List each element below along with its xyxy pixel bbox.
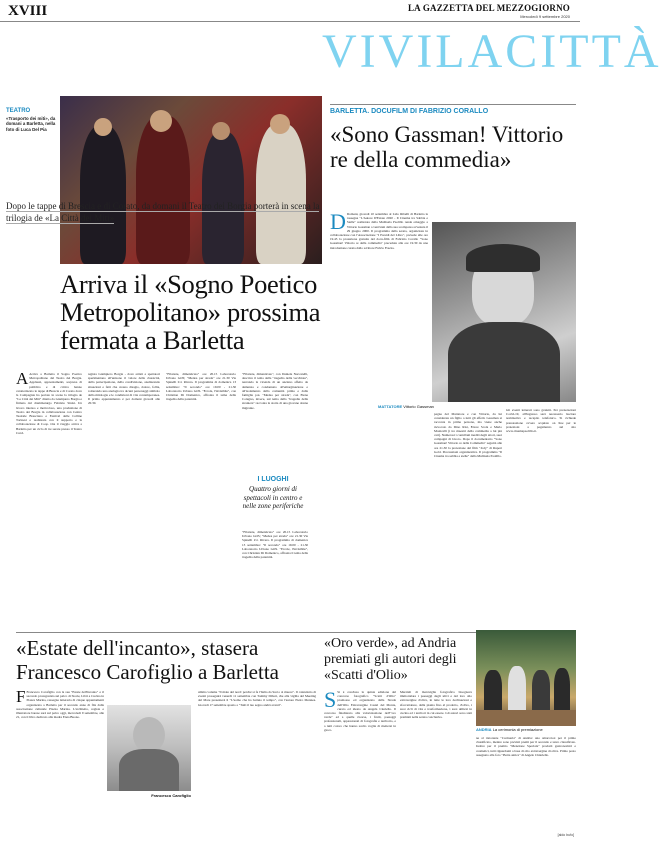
gassman-dropcap: D [330,209,346,234]
oroverde-col-2: Marziali di maraviglia fotografica bisognava immortalare i paesaggi degli ulivi e del loro olio extravergine d'oliva, in tutte le loro declinazioni e sfaccettature, dalla pianta fino al prodotto, d'olivo, i suoi cicli di vita e trasformazione, i suoi utilizzi in cucina ed i territori in cui essere. Gli autori sono stati premiati nella serata conclusiva. [400,690,472,720]
pull-quote-body: Quattro giorni di spettacoli in centro e nelle zone periferiche [242,485,304,510]
carofiglio-col-2: ultima volume "Il male del nord: perché si fa l'Italia da Sud o si muore". Il calendario di eventi proseguirà venerdì 11 settembre con Tommy Dibari, che alla vigilia del Meeting del Mare presenterà il "L'uomo che ha battuto il tempo", con l'autore Pietro Mennea. Giovedì 17 settembre spazio a "Tutti il tuo segno andrà avanti". [198,690,316,707]
teatro-pull-quote [238,476,308,526]
gassman-col-3: Gli eventi letterari sono gratuiti. Per prenotazioni Covid-19, all'ingresso sarà necessario lasciare nominativo e recapito telefonico. Si richiede prenotazione ovvero acquisto on line per le proiezioni a pagamento sul sito www.cinemapaolillo.it. [506,408,576,434]
gassman-col-1: D Domani, giovedì 10 settembre al Lido Ribelli di Barletta la rassegna "L'Autore D'Estate 2020 - Il Cinema tra Sabbia e Stelle" realizzata dalla Multisala Paolillo rende omaggio a Vittorio Gassman a vent'anni dalla sua scomparsa avvenuta il 29 giugno 2000. Il programma della serata, organizzata in collaborazione con l'Associazione "I Presidi del Libro", prevede alle ore 19.45 la proiezione gratuita del docu-film di Fabrizio Corallo "Sono Gassman! Vittorio re della commedia" preceduta alle ore 19.30 da una introduzione curata dallo scrittore Fulvio Frezza. [330,209,428,250]
divider [330,104,576,105]
gassman-photo-caption: MATTATORE Vittorio Gassman [378,404,434,409]
carofiglio-photo-caption: Francesco Carofiglio [151,793,191,798]
teatro-col-1: A Arriva a Barletta il Sogno Poetico Metropolitano del Teatro dei Borgia. Applausi, apprezzamenti, sorpresa di pubblico e di critica hanno caratterizzato le tappe di Brescia e di Corato dove la Compagnia ha portato in scena la trilogia de "La Città dei Miti" diretta da Giampiero Borgia e firmata dal drammaturgo Fabrizio Sinisi. Un lavoro intenso e meticoloso, una produzione di Teatro dei Borgia in collaborazione con Centro Teatrale Bresciano e Festival delle Colline Torinesi e realizzata con il supporto e la collaborazione di Coop. Ora il viaggio arriva a Barletta per un ciclo di tre serate presso il Teatro Curci. [16,369,82,435]
carofiglio-headline: «Estate dell'incanto», stasera Francesco Carofiglio a Barletta [16,636,279,684]
oroverde-dropcap: S [324,687,337,712]
carofiglio-col-1: F Francesco Carofiglio con la sua "Estate dell'incanto" e il secondo protagonista sul palco di Storie, Libri e Cucina in Piazza Marina, rassegna letteraria di cinque appuntamenti organizzata a Barletta per il secondo anno di fila dalla associazione culturale Piazza Marina. L'architetto, regista e illustratore barese sarà sul palco oggi, mercoledì 9 settembre, alle 21, con il libro dedicato alla madre Enza Buono. [16,687,104,720]
gassman-kicker: BARLETTA. DOCUFILM DI FABRIZIO CORALLO [330,108,489,115]
pull-quote-title: I LUOGHI [257,476,289,483]
photo-credit: [aldo bufo] [557,833,574,837]
teatro-kicker: TEATRO [6,108,31,114]
oroverde-col-3: ne al ristorante "Cucinería" di Andria: uno smart-box per il primo classificato, mentre sono previsti premi per il secondo e terzo classificato. Inoltre per il premio "Menzione Speciale" prodotti gastronomici e cosmetici, tutti riguardanti a base di olio extravergine di oliva. Primo posto assegnato alla foto "Pietra antica" di Angelo Chiariello. [476,736,576,757]
oroverde-headline: «Oro verde», ad Andria premiati gli autori degli «Scatti d'Olio» [324,636,457,683]
teatro-col-4: "Filottete, dimenticato", con Daniele Nuccetelli, descrive il tema della "tragedia della vecchiaia", narrando la vicenda di un anziano affetto da demenza e condannato all'emarginazione e all'isolamento dalla comunità prima e dalla famiglia poi. "Medea per strada", con Elena Cotugno, invece, sul tema della "tragedia della straniera" racconta la storia di una giovane donna migrante. [242,372,308,410]
section-title: VIVILACITTÀ [322,25,662,78]
teatro-photo-caption: «Trasporto dei miti», da domani a Barletta, nella foto di Luca Del Pia [6,116,56,132]
teatro-col-3: "Filottete, dimenticato" ore 20.15 Laboratorio Urbano GOS; "Medea per strada" ore 21.30 Via Spinelli Z.I. Rivera. Il programma di domenica 13 settembre: "Il secondo" ore 19.00 - 21.30 Laboratorio Urbano GOS. "Ercole, l'invisibile", con Christian Di Domenico, affronta il tema della tragedia della paternità. [166,372,236,402]
masthead: LA GAZZETTA DEL MEZZOGIORNO [407,3,570,13]
oroverde-photo-caption: ANDRIA La cerimonia di premiazione [476,727,543,732]
carofiglio-dropcap: F [16,687,26,706]
teatro-col-2: regista Giampiero Borgia - dove artisti e spettatori sperimentano all'unisono il valore della classicità, della partecipazione, della condivisione, analizzando situazioni e fatti che creano disagio, dolore, follia, rotturando una analogia tra alcuni personaggi simbolo della mitologia e le condizioni di vita contemporanee. Il primo appuntamento è per domani giovedì alle 20.30. [88,372,160,406]
teatro-headline: Arriva il «Sogno Poetico Metropolitano» prossima fermata a Barletta [60,269,321,355]
date-line: Mercoledì 9 settembre 2020 [520,14,570,19]
teatro-side-note: Dopo le tappe di Brescia e di Corato, da domani il Teatro dei Borgia porterà in scena la trilogia de «La Città dei Miti» [6,201,320,223]
teatro-photo [60,96,322,264]
carofiglio-photo [107,705,191,791]
gassman-photo [432,222,576,402]
teatro-dropcap: A [16,369,29,388]
page-number: XVIII [8,3,48,19]
gassman-col-2: pagna del Mattatore e con Vittoria, da lui considerata un figlio a tutti gli effetti. Gassman si racconta in prima persona, ma viene anche rievocato da Dino Risi, Ettore Scola e Mario Monicelli (i tre maestri della commedia a lui più cari). Numerosi i contributi inediti degli attori, suoi compagni di lavoro. Dopo il documentario "Sono Gassman! Vittorio re della Commedia" seguirà alle ore 21.30 la proiezione del film "Jody" di Rupert Gold. Precauzioni organizzative. Il programma "Il Cinema tra sabbia e stelle" della Multisala Paolillo. [434,412,502,459]
teatro-col-4-continued: "Filottete, dimenticato" ore 20.15 Laboratorio Urbano GOS; "Medea per strada" ore 21.30 Via Spinelli Z.I. Rivera. Il programma di domenica 13 settembre: "Il secondo" ore 19.00 - 21.30 Laboratorio Urbano GOS. "Ercole, l'invisibile", con Christian Di Domenico, affronta il tema della tragedia della paternità. [242,530,308,560]
oroverde-col-1: S Si è conclusa la quinta edizione del concorso fotografico "Scatti d'Olio" promosso ed organizzato dalla Strada dell'Olio Extravergine Castel del Monte, curato ed ideato da Angela Ciuriello. Il concorso finalizzato alla valorizzazione dell'"oro verde" ed a quelle risorse, i frutti, paesaggi professionali, appassionati di fotografia e territorio, e a tutti coloro che hanno scelto voglia di mettersi in gioco. [324,687,396,732]
oroverde-photo [476,630,576,726]
gassman-headline: «Sono Gassman! Vittorio re della commedia» [330,122,564,172]
